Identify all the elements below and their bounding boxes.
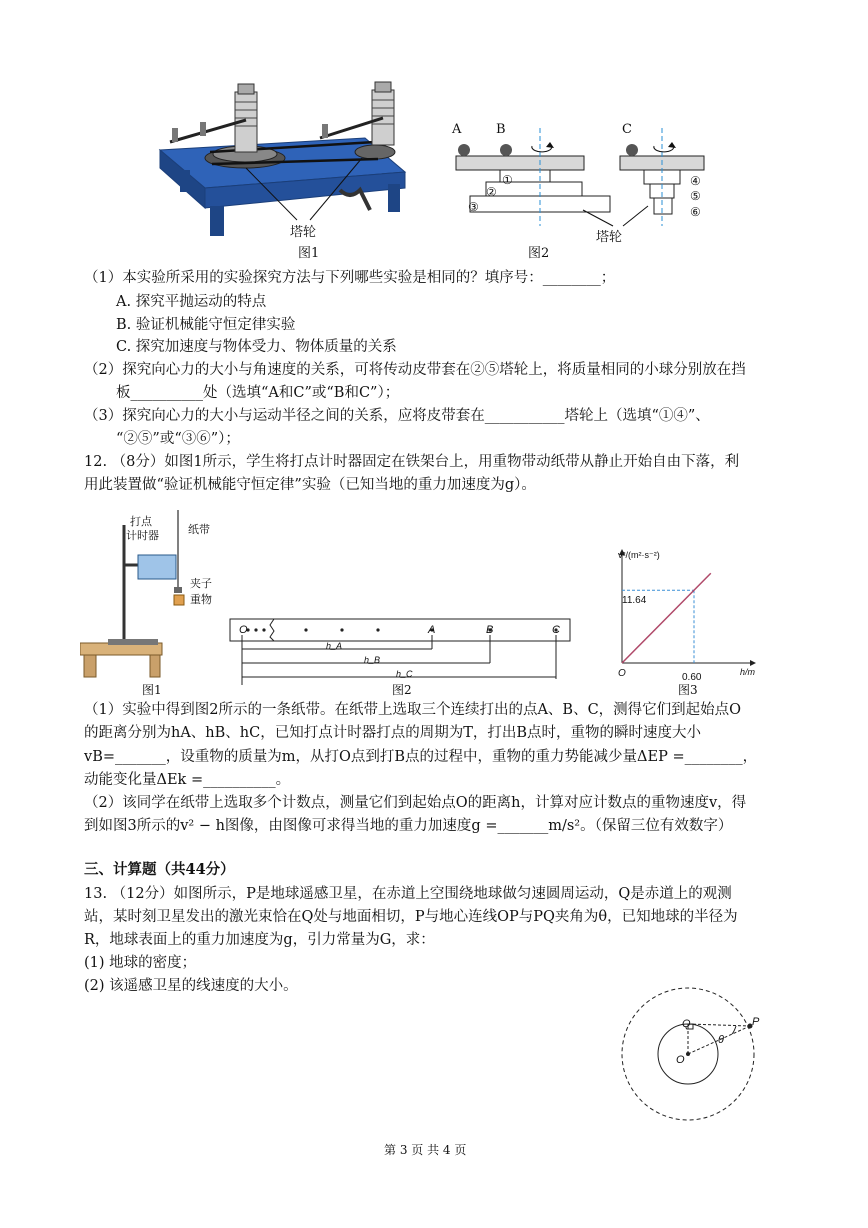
fig2-caption: 图2 xyxy=(528,246,550,261)
q12-intro-line1: 12. （8分）如图1所示，学生将打点计时器固定在铁架台上，用重物带动纸带从静止开始自由下落，利 xyxy=(84,454,740,470)
q11-part1: （1）本实验所采用的实验探究方法与下列哪些实验是相同的？填序号：________； xyxy=(84,270,616,286)
timer-label-2: 计时器 xyxy=(126,530,159,542)
q11-part2-line2: 板__________处（选填“A和C”或“B和C”）； xyxy=(116,385,400,401)
chart-y-tick: 11.64 xyxy=(622,595,647,606)
wheel-label-2: ② xyxy=(486,185,497,199)
q12-fig3-caption: 图3 xyxy=(678,683,698,697)
clip-label: 夹子 xyxy=(190,578,212,590)
q12-fig1-caption: 图1 xyxy=(142,683,162,697)
figure-satellite-orbit xyxy=(618,980,778,1130)
orbit-label-theta: θ xyxy=(718,1034,724,1046)
weight-label: 重物 xyxy=(190,594,212,606)
q12-intro-line2: 用此装置做“验证机械能守恒定律”实验（已知当地的重力加速度为g）。 xyxy=(84,477,536,493)
fig1-wheel-label: 塔轮 xyxy=(290,225,317,240)
q13-line1: 13. （12分）如图所示，P是地球遥感卫星，在赤道上空围绕地球做匀速圆周运动，Q是赤道上的观测 xyxy=(84,886,732,902)
q13-subq1: (1) 地球的密度； xyxy=(84,955,197,971)
section3-title: 三、计算题（共44分） xyxy=(84,861,235,878)
q12-part1-line4: 动能变化量ΔEk =__________。 xyxy=(84,772,291,788)
orbit-label-p: P xyxy=(752,1016,760,1028)
tape-point-c: C xyxy=(552,624,560,636)
chart-ylabel: v²/(m²·s⁻²) xyxy=(618,550,660,560)
wheel-label-3: ③ xyxy=(468,200,479,214)
q13-subq2: (2) 该遥感卫星的线速度的大小。 xyxy=(84,978,298,994)
q11-option-c: C. 探究加速度与物体受力、物体质量的关系 xyxy=(116,339,397,355)
wheel-label-6: ⑥ xyxy=(690,205,701,219)
ball-label-b: B xyxy=(496,122,506,137)
q11-part3-line2: “②⑤”或“③⑥”）； xyxy=(116,431,240,447)
chart-origin: O xyxy=(618,668,626,679)
q13-line3: R，地球表面上的重力加速度为g，引力常量为G，求： xyxy=(84,932,435,948)
tape-dist-b: h_B xyxy=(364,655,381,665)
orbit-label-q: Q xyxy=(682,1018,691,1030)
q12-part2-line2: 到如图3所示的v² − h图像，由图像可求得当地的重力加速度g =_______m/s²。（保留三位有效数字） xyxy=(84,818,733,834)
tape-point-a: A xyxy=(428,624,436,636)
wheel-label-5: ⑤ xyxy=(690,189,701,203)
q13-line2: 站，某时刻卫星发出的激光束恰在Q处与地面相切，P与地心连线OP与PQ夹角为θ，已知地球的半径为 xyxy=(84,909,738,925)
q12-fig2-caption: 图2 xyxy=(392,683,412,697)
tape-point-b: B xyxy=(486,624,494,636)
chart-xlabel: h/m xyxy=(740,667,756,677)
fig1-caption: 图1 xyxy=(298,246,320,261)
figure-wheel-schematic xyxy=(448,118,718,238)
fig2-wheel-label: 塔轮 xyxy=(596,230,623,245)
q12-part1-line3: vB=_______，设重物的质量为m，从打O点到打B点的过程中，重物的重力势能减少量ΔEP =________， xyxy=(84,749,758,765)
q12-part1-line1: （1）实验中得到图2所示的一条纸带。在纸带上选取三个连续打出的点A、B、C，测得它们到起始点O xyxy=(84,702,742,718)
orbit-label-o: O xyxy=(676,1054,685,1066)
page-footer: 第 3 页 共 4 页 xyxy=(384,1143,467,1157)
q12-part1-line2: 的距离分别为hA、hB、hC，已知打点计时器打点的周期为T，打出B点时，重物的瞬时速度大小 xyxy=(84,725,702,741)
timer-label-1: 打点 xyxy=(130,516,152,528)
chart-series-line xyxy=(622,573,711,663)
tape-point-o: O xyxy=(239,624,248,636)
wheel-label-4: ④ xyxy=(690,174,701,188)
chart-x-tick: 0.60 xyxy=(682,672,702,683)
tape-label: 纸带 xyxy=(188,524,210,536)
q11-option-a: A. 探究平抛运动的特点 xyxy=(116,294,267,310)
q11-option-b: B. 验证机械能守恒定律实验 xyxy=(116,317,296,333)
q11-part2-line1: （2）探究向心力的大小与角速度的关系，可将传动皮带套在②⑤塔轮上，将质量相同的小球分别放在挡 xyxy=(84,362,746,378)
tape-dist-a: h_A xyxy=(326,641,343,651)
q11-part3-line1: （3）探究向心力的大小与运动半径之间的关系，应将皮带套在___________塔轮上（选填“①④”、 xyxy=(84,408,710,424)
q12-part2-line1: （2）该同学在纸带上选取多个计数点，测量它们到起始点O的距离h，计算对应计数点的重物速度v，得 xyxy=(84,795,747,811)
ball-label-c: C xyxy=(622,122,632,137)
wheel-label-1: ① xyxy=(502,173,513,187)
tape-dist-c: h_C xyxy=(396,669,413,679)
ball-label-a: A xyxy=(452,122,462,137)
